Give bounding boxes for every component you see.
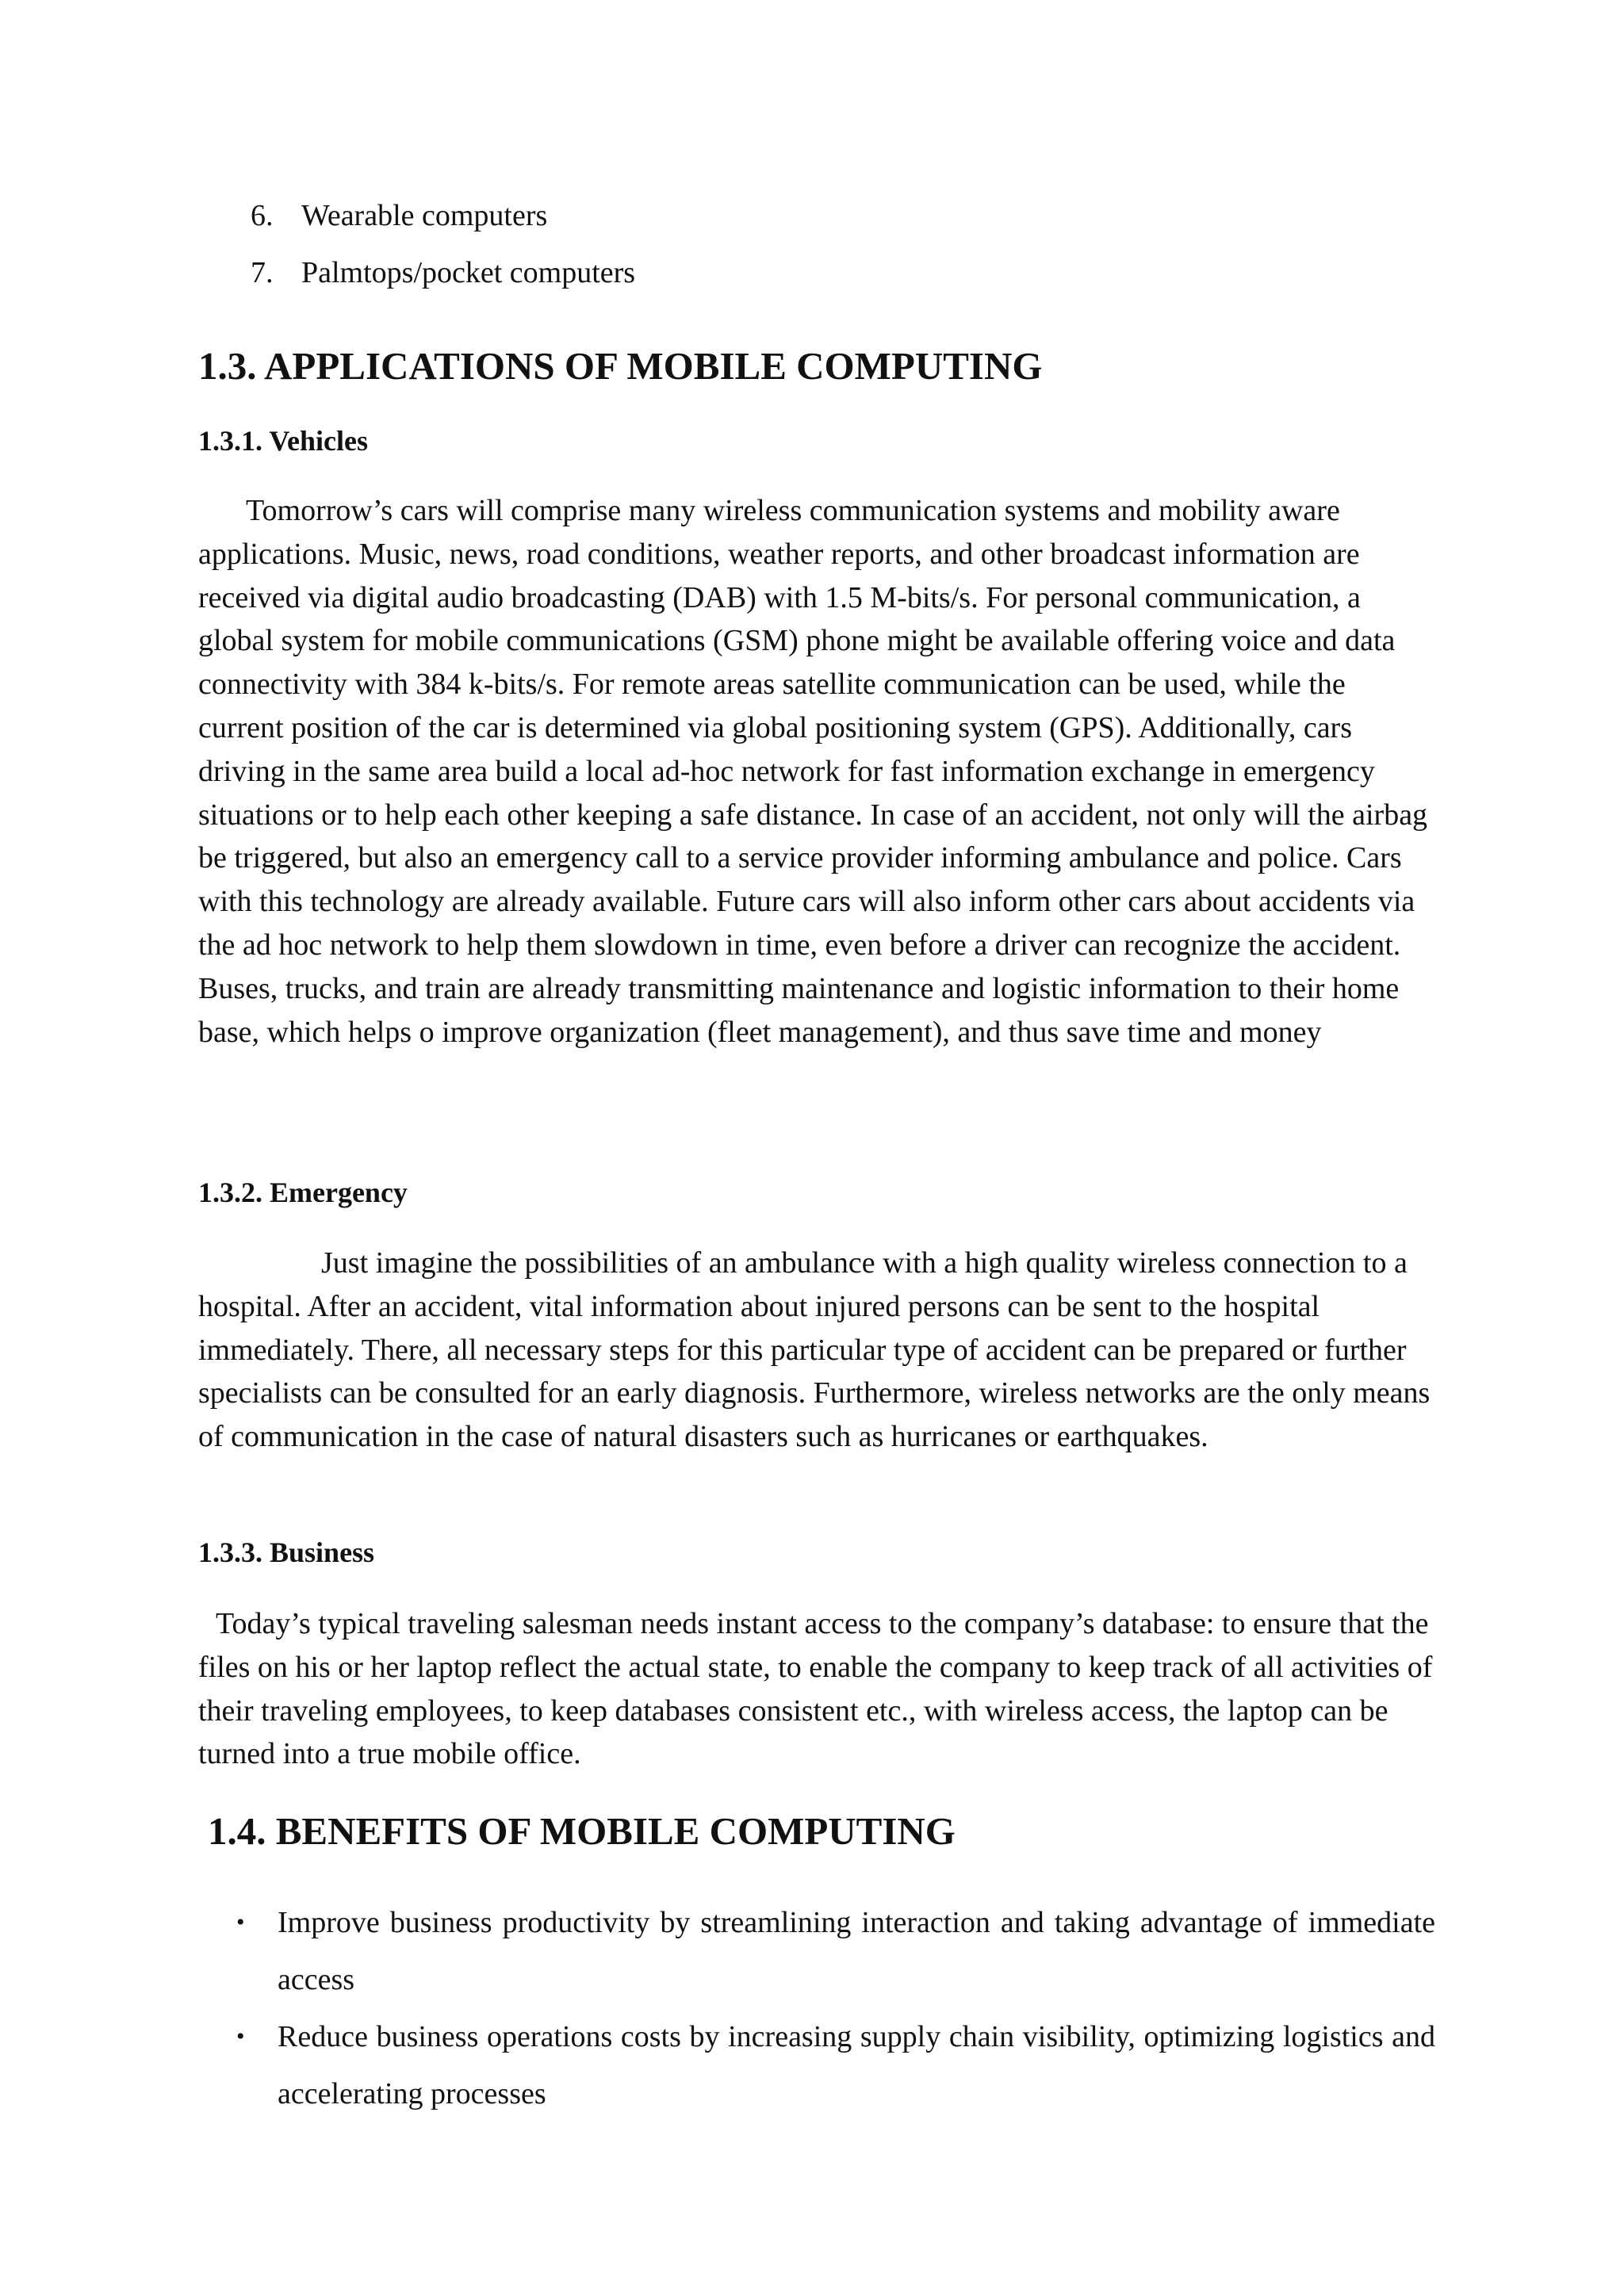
list-number: 7. bbox=[251, 256, 274, 289]
paragraph-business: Today’s typical traveling salesman needs instant access to the company’s database: to ensure that the files on his or her laptop reflect the actual state, to enable the company to keep track of all activities of their traveling employees, to keep databases consistent etc., with wireless access, the laptop can be turned into a true mobile office. bbox=[198, 1607, 1433, 1771]
section-title-benefits: 1.4. BENEFITS OF MOBILE COMPUTING bbox=[208, 1809, 956, 1853]
list-text: Wearable computers bbox=[301, 199, 548, 232]
benefit-text: Reduce business operations costs by increasing supply chain visibility, optimizing logistics and accelerating processes bbox=[278, 2020, 1435, 2110]
subsection-heading-business: 1.3.3. Business bbox=[198, 1536, 375, 1568]
bullet-icon: • bbox=[236, 1909, 245, 1935]
list-number: 6. bbox=[251, 199, 274, 232]
list-item-palmtops bbox=[251, 244, 964, 301]
benefit-item-productivity bbox=[198, 1894, 1435, 2008]
section-title-applications: 1.3. APPLICATIONS OF MOBILE COMPUTING bbox=[198, 344, 1043, 388]
bullet-icon: • bbox=[236, 2023, 245, 2049]
subsection-heading-emergency: 1.3.2. Emergency bbox=[198, 1177, 408, 1208]
benefit-text: Improve business productivity by streamlining interaction and taking advantage of immediate access bbox=[278, 1906, 1435, 1996]
paragraph-vehicles: Tomorrow’s cars will comprise many wireless communication systems and mobility aware applications. Music, news, road conditions, weather reports, and other broadcast information are received via digital audio broadcasting (DAB) with 1.5 M-bits/s. For personal communication, a global system for mobile communications (GSM) phone might be available offering voice and data connectivity with 384 k-bits/s. For remote areas satellite communication can be used, while the current position of the car is determined via global positioning system (GPS). Additionally, cars driving in the same area build a local ad-hoc network for fast information exchange in emergency situations or to help each other keeping a safe distance. In case of an accident, not only will the airbag be triggered, but also an emergency call to a service provider informing ambulance and police. Cars with this technology are already available. Future cars will also inform other cars about accidents via the ad hoc network to help them slowdown in time, even before a driver can recognize the accident. Buses, trucks, and train are already transmitting maintenance and logistic information to their home base, which helps o improve organization (fleet management), and thus save time and money bbox=[198, 494, 1428, 1049]
list-text: Palmtops/pocket computers bbox=[301, 256, 636, 289]
subsection-heading-vehicles: 1.3.1. Vehicles bbox=[198, 425, 369, 457]
paragraph-emergency: Just imagine the possibilities of an ambulance with a high quality wireless connection to a hospital. After an accident, vital information about injured persons can be sent to the hospital immediately. There, all necessary steps for this particular type of accident can be prepared or further specialists can be consulted for an early diagnosis. Furthermore, wireless networks are the only means of communication in the case of natural disasters such as hurricanes or earthquakes. bbox=[198, 1246, 1431, 1454]
list-item-wearable bbox=[251, 187, 964, 244]
benefit-item-costs bbox=[198, 2008, 1435, 2122]
